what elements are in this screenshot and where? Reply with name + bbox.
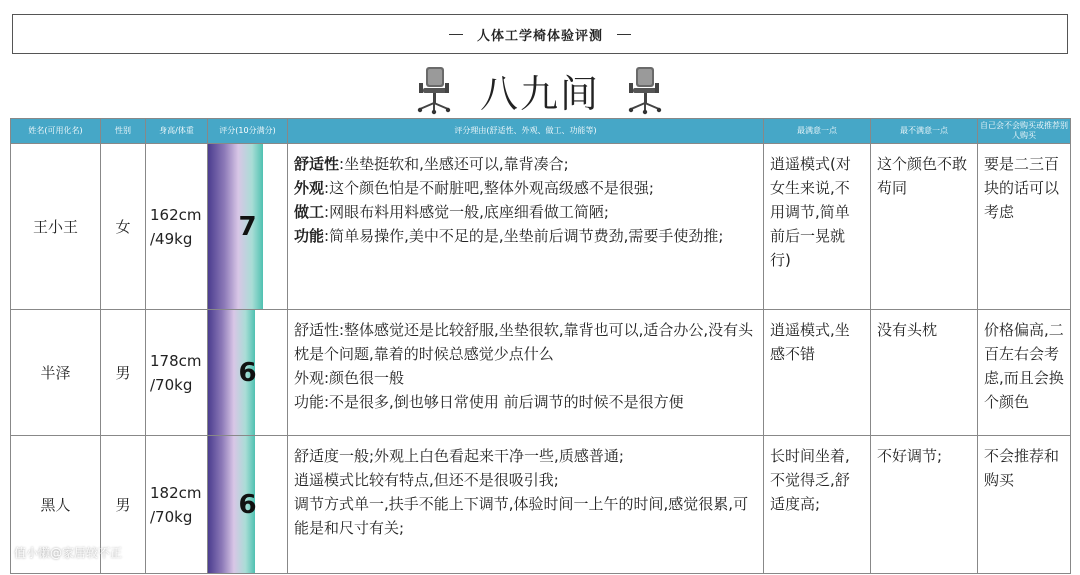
col-worst: 最不满意一点	[871, 119, 978, 144]
col-score: 评分(10分满分)	[208, 119, 288, 144]
brand-title: 八九间	[479, 71, 600, 116]
col-height-weight: 身高/体重	[146, 119, 208, 144]
cell-reasons	[288, 310, 764, 436]
cell-height-weight	[146, 436, 208, 574]
reason-line: 功能:简单易操作,美中不足的是,坐垫前后调节费劲,需要手使劲推;	[294, 227, 724, 245]
reason-line: 功能:不是很多,倒也够日常使用 前后调节的时候不是很方便	[294, 393, 684, 411]
cell-name: 黑人	[11, 436, 101, 574]
review-table	[10, 118, 1071, 574]
weight: /70kg	[150, 507, 193, 526]
office-chair-icon	[414, 65, 454, 115]
header-subtitle: 人体工学椅体验评测	[476, 28, 603, 44]
score-value: 6	[238, 489, 257, 520]
cell-best: 逍遥模式(对女生来说,不用调节,简单前后一晃就行)	[764, 144, 871, 310]
cell-reasons	[288, 436, 764, 574]
height: 178cm	[150, 351, 202, 370]
header-bar	[12, 14, 1068, 54]
cell-height-weight	[146, 144, 208, 310]
cell-reasons	[288, 144, 764, 310]
reason-line: 外观:颜色很一般	[294, 369, 405, 387]
cell-worst: 这个颜色不敢苟同	[871, 144, 978, 310]
dash-right	[617, 34, 631, 35]
table-row	[11, 144, 1071, 310]
col-name: 姓名(可用化名)	[11, 119, 101, 144]
table-row	[11, 310, 1071, 436]
cell-best: 长时间坐着,不觉得乏,舒适度高;	[764, 436, 871, 574]
height: 182cm	[150, 483, 202, 502]
dash-left	[449, 34, 463, 35]
weight: /70kg	[150, 375, 193, 394]
cell-best: 逍遥模式,坐感不错	[764, 310, 871, 436]
reason-line: 调节方式单一,扶手不能上下调节,体验时间一上午的时间,感觉很累,可能是和尺寸有关;	[294, 495, 749, 537]
reason-line: 做工:网眼布料用料感觉一般,底座细看做工简陋;	[294, 203, 609, 221]
col-gender: 性别	[101, 119, 146, 144]
cell-buy: 价格偏高,二百左右会考虑,而且会换个颜色	[978, 310, 1071, 436]
table-header-row	[11, 119, 1071, 144]
reason-line: 舒适性:整体感觉还是比较舒服,坐垫很软,靠背也可以,适合办公,没有头枕是个问题,靠着的时候总感觉少点什么	[294, 321, 754, 363]
office-chair-icon	[626, 65, 666, 115]
cell-gender: 女	[101, 144, 146, 310]
cell-buy: 不会推荐和购买	[978, 436, 1071, 574]
cell-gender: 男	[101, 310, 146, 436]
cell-name: 半泽	[11, 310, 101, 436]
reason-line: 逍遥模式比较有特点,但还不是很吸引我;	[294, 471, 559, 489]
reason-line: 外观:这个颜色怕是不耐脏吧,整体外观高级感不是很强;	[294, 179, 654, 197]
cell-name: 王小王	[11, 144, 101, 310]
cell-score	[208, 310, 288, 436]
table-row	[11, 436, 1071, 574]
score-value: 6	[238, 357, 257, 388]
reason-line: 舒适度一般;外观上白色看起来干净一些,质感普通;	[294, 447, 624, 465]
height: 162cm	[150, 205, 202, 224]
cell-height-weight	[146, 310, 208, 436]
cell-worst: 不好调节;	[871, 436, 978, 574]
cell-score	[208, 436, 288, 574]
cell-score	[208, 144, 288, 310]
weight: /49kg	[150, 229, 193, 248]
cell-gender: 男	[101, 436, 146, 574]
cell-buy: 要是二三百块的话可以考虑	[978, 144, 1071, 310]
watermark: 值小懒@家居较不正	[14, 546, 123, 560]
col-buy: 自己会不会购买或推荐别人购买	[978, 119, 1071, 144]
reason-line: 舒适性:坐垫挺软和,坐感还可以,靠背凑合;	[294, 155, 569, 173]
col-reasons: 评分理由(舒适性、外观、做工、功能等)	[288, 119, 764, 144]
col-best: 最满意一点	[764, 119, 871, 144]
score-value: 7	[238, 211, 257, 242]
cell-worst: 没有头枕	[871, 310, 978, 436]
brand-title-row	[0, 62, 1080, 118]
